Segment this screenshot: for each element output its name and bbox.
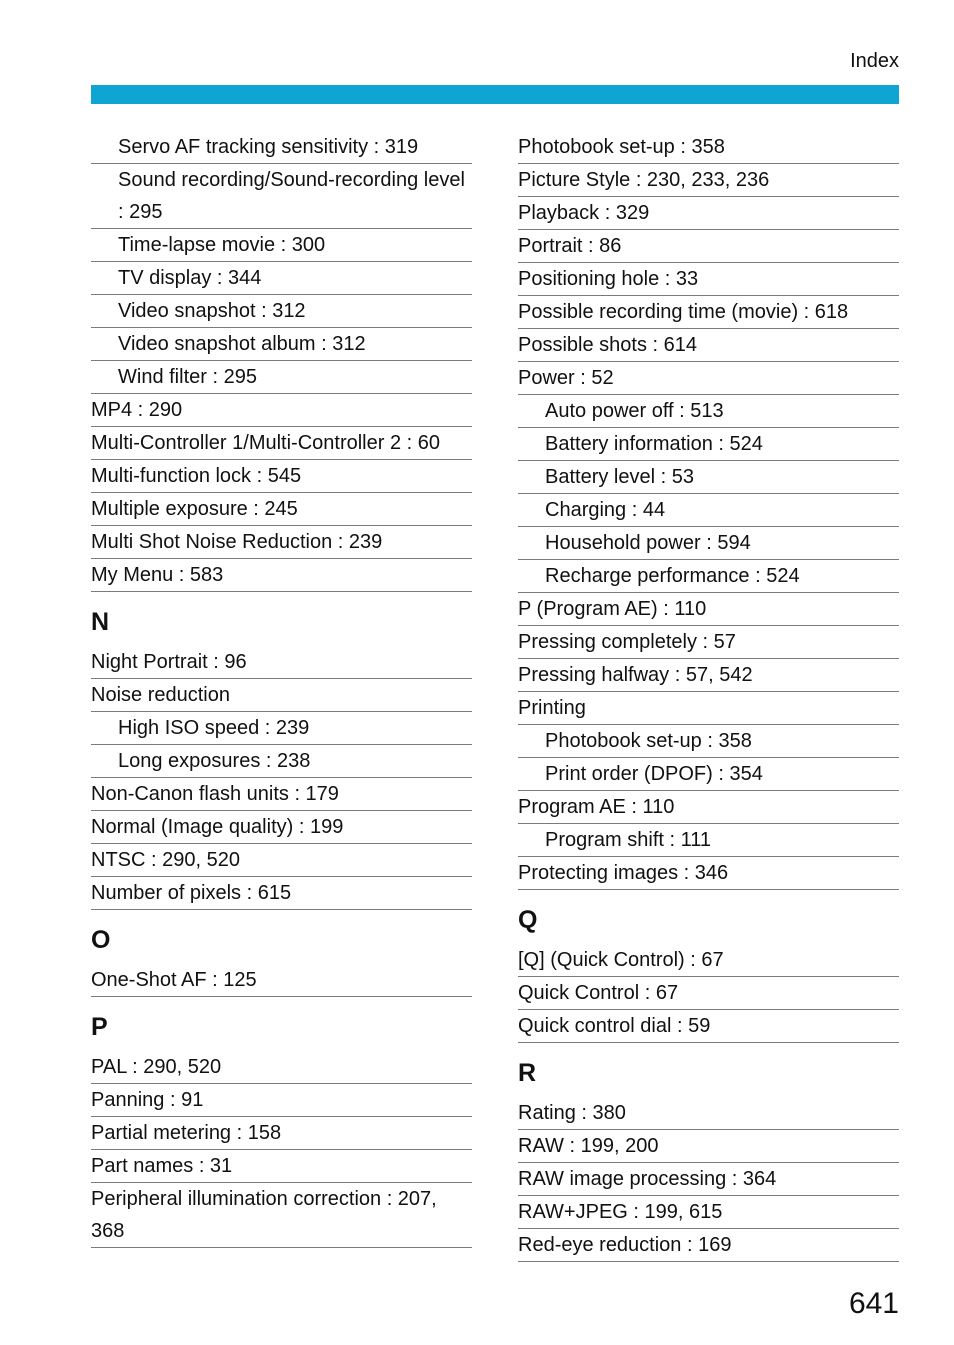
- index-subentry: Household power : 594: [518, 527, 899, 560]
- index-entry: My Menu : 583: [91, 559, 472, 592]
- index-entry: Playback : 329: [518, 197, 899, 230]
- index-letter-heading: N: [91, 608, 110, 636]
- index-entry: [Q] (Quick Control) : 67: [518, 944, 899, 977]
- index-subentry: Video snapshot album : 312: [91, 328, 472, 361]
- index-entry: Night Portrait : 96: [91, 646, 472, 679]
- index-entry: Quick control dial : 59: [518, 1010, 899, 1043]
- section-label: Index: [850, 50, 899, 72]
- index-letter-heading: P: [91, 1013, 108, 1041]
- index-entry: Pressing completely : 57: [518, 626, 899, 659]
- index-subentry: Battery information : 524: [518, 428, 899, 461]
- page-number: 641: [848, 1287, 899, 1320]
- index-entry: Photobook set-up : 358: [518, 131, 899, 164]
- index-entry: Non-Canon flash units : 179: [91, 778, 472, 811]
- index-entry: Pressing halfway : 57, 542: [518, 659, 899, 692]
- index-subentry: Charging : 44: [518, 494, 899, 527]
- index-subentry: Program shift : 111: [518, 824, 899, 857]
- index-letter-heading: Q: [518, 906, 538, 934]
- index-subentry: Print order (DPOF) : 354: [518, 758, 899, 791]
- index-subentry: High ISO speed : 239: [91, 712, 472, 745]
- index-entry: Normal (Image quality) : 199: [91, 811, 472, 844]
- index-entry: Protecting images : 346: [518, 857, 899, 890]
- index-column-left: [91, 131, 472, 1248]
- index-entry: RAW : 199, 200: [518, 1130, 899, 1163]
- index-entry: Possible shots : 614: [518, 329, 899, 362]
- index-entry: Portrait : 86: [518, 230, 899, 263]
- index-entry: Multi-function lock : 545: [91, 460, 472, 493]
- index-subentry: Time-lapse movie : 300: [91, 229, 472, 262]
- index-entry: Red-eye reduction : 169: [518, 1229, 899, 1262]
- index-entry: Partial metering : 158: [91, 1117, 472, 1150]
- index-entry: Noise reduction: [91, 679, 472, 712]
- index-subentry: Photobook set-up : 358: [518, 725, 899, 758]
- index-entry: PAL : 290, 520: [91, 1051, 472, 1084]
- index-entry: Positioning hole : 33: [518, 263, 899, 296]
- index-subentry: Recharge performance : 524: [518, 560, 899, 593]
- index-entry: Part names : 31: [91, 1150, 472, 1183]
- index-subentry: TV display : 344: [91, 262, 472, 295]
- index-subentry: Battery level : 53: [518, 461, 899, 494]
- index-subentry: Servo AF tracking sensitivity : 319: [91, 131, 472, 164]
- index-entry: One-Shot AF : 125: [91, 964, 472, 997]
- index-entry: Multi-Controller 1/Multi-Controller 2 : 60: [91, 427, 472, 460]
- index-subentry: Wind filter : 295: [91, 361, 472, 394]
- index-entry: P (Program AE) : 110: [518, 593, 899, 626]
- index-entry: Quick Control : 67: [518, 977, 899, 1010]
- index-entry: Number of pixels : 615: [91, 877, 472, 910]
- index-entry: Program AE : 110: [518, 791, 899, 824]
- index-subentry: Auto power off : 513: [518, 395, 899, 428]
- index-entry: Possible recording time (movie) : 618: [518, 296, 899, 329]
- index-entry: RAW+JPEG : 199, 615: [518, 1196, 899, 1229]
- header-bar: [91, 85, 899, 104]
- index-entry: Rating : 380: [518, 1097, 899, 1130]
- index-subentry: Sound recording/Sound-recording level : 295: [91, 164, 472, 229]
- index-entry: NTSC : 290, 520: [91, 844, 472, 877]
- index-entry: Multi Shot Noise Reduction : 239: [91, 526, 472, 559]
- index-subentry: Video snapshot : 312: [91, 295, 472, 328]
- index-entry: Panning : 91: [91, 1084, 472, 1117]
- index-entry: Power : 52: [518, 362, 899, 395]
- index-entry: MP4 : 290: [91, 394, 472, 427]
- index-entry: Peripheral illumination correction : 207, 368: [91, 1183, 472, 1248]
- index-letter-heading: R: [518, 1059, 537, 1087]
- index-subentry: Long exposures : 238: [91, 745, 472, 778]
- index-entry: Printing: [518, 692, 899, 725]
- index-entry: Multiple exposure : 245: [91, 493, 472, 526]
- index-entry: RAW image processing : 364: [518, 1163, 899, 1196]
- index-column-right: [518, 131, 899, 1262]
- index-entry: Picture Style : 230, 233, 236: [518, 164, 899, 197]
- index-letter-heading: O: [91, 926, 111, 954]
